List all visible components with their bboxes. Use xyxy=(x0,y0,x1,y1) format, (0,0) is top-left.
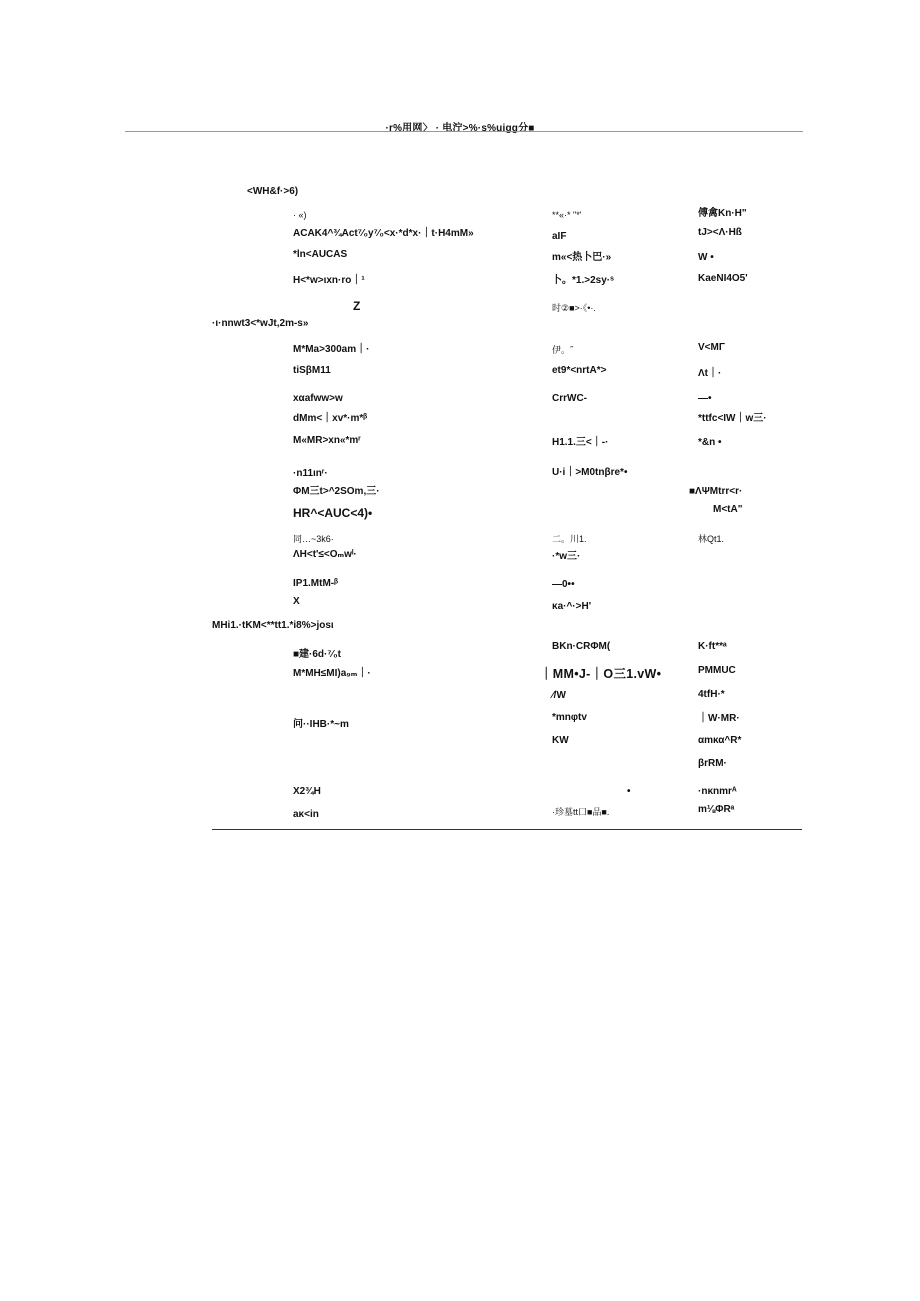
text-line: *&n • xyxy=(698,437,722,448)
footer-rule xyxy=(212,829,802,830)
header-rule xyxy=(125,131,803,132)
text-line: ·n11ιnʳ· xyxy=(293,468,328,479)
text-line: M*Ma>300am｜· xyxy=(293,344,370,355)
text-line: Λt｜· xyxy=(698,368,722,379)
text-line: ·珍墓tt口■品■. xyxy=(552,807,610,817)
text-line: <WH&f·>6) xyxy=(247,186,299,197)
text-line: ACAK4^¾Act⁷⁄₀y⁷⁄₀<x·*d*x·｜t·H4mM» xyxy=(293,228,474,239)
text-line: 问··IHB·*~m xyxy=(293,719,349,730)
text-line: —• xyxy=(698,393,712,404)
text-line: 4tfH·* xyxy=(698,689,725,700)
text-line: *ln<AUCAS xyxy=(293,249,348,260)
text-line: —0•• xyxy=(552,579,575,590)
text-line: IP1.MtM-ᵝ xyxy=(293,578,338,589)
text-line: ΛH<t'≤<Oₘwˡ· xyxy=(293,549,357,560)
text-line: aκ<in xyxy=(293,809,319,820)
text-line: M<tA" xyxy=(713,504,743,515)
text-line: ·ι·nnwt3<*wJt,2m-s» xyxy=(212,318,309,329)
text-line: 时②■>·《•·. xyxy=(552,303,596,313)
text-line: ⁄/W xyxy=(552,690,566,701)
text-line: KW xyxy=(552,735,569,746)
text-line: MHi1.·tKM<**tt1.*i8%>josι xyxy=(212,620,334,631)
text-line: αmκα^R* xyxy=(698,735,742,746)
text-line: ｜MM•J-｜O三1.vW• xyxy=(540,667,662,681)
text-line: W • xyxy=(698,252,714,263)
text-line: M«MR>xn«*mʳ xyxy=(293,435,361,446)
text-line: U·i｜>M0tnβre*• xyxy=(552,467,628,478)
text-line: · «) xyxy=(293,210,307,220)
text-line: Z xyxy=(353,299,361,313)
text-line: 同…~3k6· xyxy=(293,534,334,544)
text-line: CrrWC- xyxy=(552,393,587,404)
text-line: PMMUC xyxy=(698,665,736,676)
text-line: aIF xyxy=(552,231,567,242)
text-line: X2¾H xyxy=(293,786,321,797)
text-line: X xyxy=(293,596,300,607)
text-line: **«·* "*' xyxy=(552,210,582,220)
text-line: m«<热卜巴·» xyxy=(552,252,612,263)
text-line: ■ΛΨMtrr<r· xyxy=(689,486,743,497)
text-line: tiSβM11 xyxy=(293,365,331,376)
text-line: ·nκnmrᴬ xyxy=(698,786,737,797)
text-line: 卜。*1.>2sy·ˢ xyxy=(552,275,614,286)
text-line: V<MΓ xyxy=(698,342,725,353)
text-line: ■建·6d·⁷⁄₀t xyxy=(293,649,342,660)
text-line: ΦM三t>^2SOm,三· xyxy=(293,486,380,497)
text-line: ｜W·MR· xyxy=(698,713,740,724)
text-line: K·ft**ᵃ xyxy=(698,641,727,652)
text-line: 伊。˝ xyxy=(552,345,573,355)
text-line: M*MH≤MI)a₉ₘ｜· xyxy=(293,668,371,679)
page-header: ·r%用网〉 · 电泞>%·s%uigg分■ xyxy=(385,123,535,134)
text-line: tJ><Λ·Hß xyxy=(698,227,742,238)
text-line: BKn·CRΦM( xyxy=(552,641,611,652)
text-line: 林Qt1. xyxy=(698,534,725,544)
text-line: xαafww>w xyxy=(293,393,343,404)
text-line: HR^<AUC<4)• xyxy=(293,506,373,520)
text-line: m⅛ΦRᵃ xyxy=(698,804,735,815)
text-line: H<*w>ιxn·ro｜¹ xyxy=(293,275,365,286)
text-line: *ttfc<IW｜w三· xyxy=(698,413,767,424)
text-line: dMm<｜xv*·m*ᵝ xyxy=(293,413,368,424)
text-line: KaeNI4O5' xyxy=(698,273,748,284)
text-line: 二。川1. xyxy=(552,534,587,544)
text-line: • xyxy=(627,786,631,797)
text-line: et9*<nrtA*> xyxy=(552,365,607,376)
text-line: *mnφtv xyxy=(552,712,587,723)
text-line: βrRM· xyxy=(698,758,727,769)
text-line: 傅禽Kn·H" xyxy=(698,208,747,219)
text-line: H1.1.三<｜-· xyxy=(552,437,609,448)
text-line: ·*w三· xyxy=(552,551,581,562)
text-line: κa·^·>H' xyxy=(552,601,592,612)
